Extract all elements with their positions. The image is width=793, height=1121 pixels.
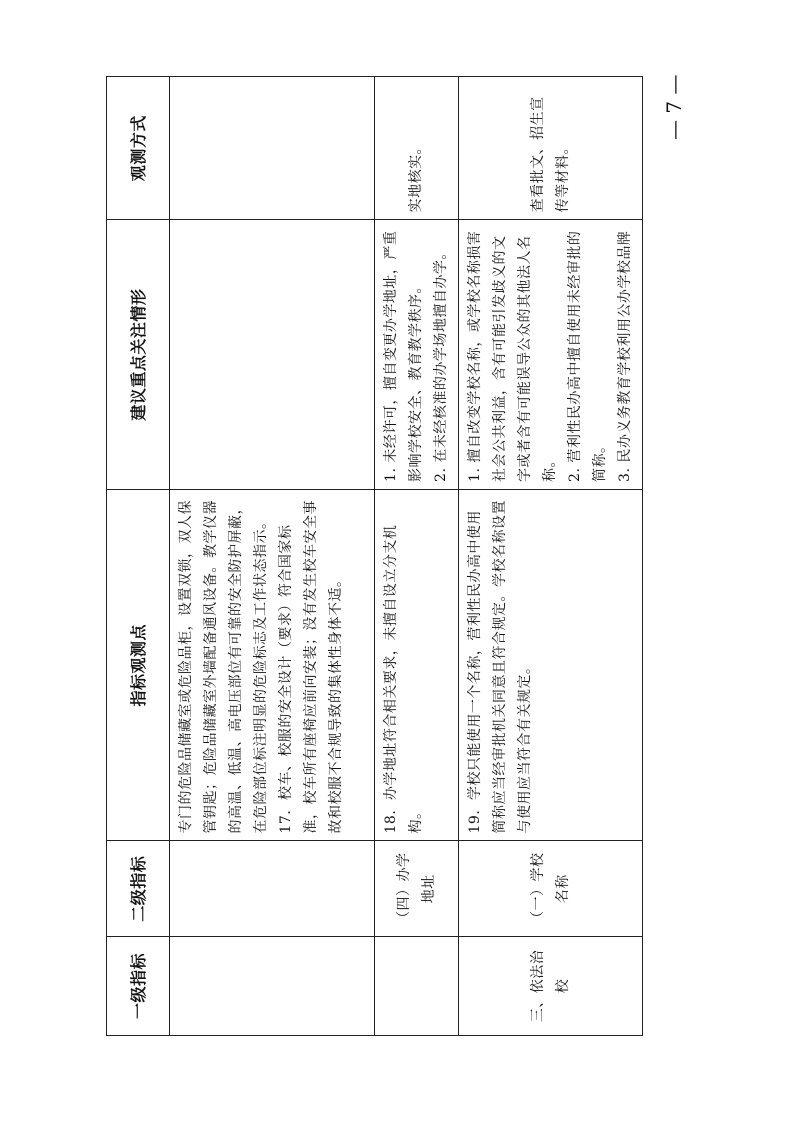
header-level1: 一级指标 [107, 937, 170, 1036]
point-item: 专门的危险品储藏室或危险品柜，设置双锁，双人保管钥匙；危险品储藏室外墙配备通风设备。教学仪器的高温、低温、高电压部位有可靠的安全防护屏蔽，在危险部位标注明显的危险标志及工作状态指示。 [178, 499, 269, 834]
point-item: 17．校车、校服的安全设计（要求）符合国家标准，校车所有座椅应前向安装；没有发生校车安全事故和校服不合规导致的集体性身体不适。 [278, 499, 344, 834]
cell-level2: （一）学校名称 [459, 841, 643, 937]
cell-concerns [170, 220, 375, 490]
cell-concerns [459, 220, 643, 490]
concern-item: 2. 营利性民办高中擅自使用未经审批的简称。 [567, 230, 608, 482]
header-points: 指标观测点 [107, 489, 170, 841]
concern-item: 1. 未经许可，擅自变更办学地址，严重影响学校安全、教育教学秩序。 [383, 230, 424, 482]
indicator-table [106, 76, 643, 1036]
cell-level2: （四）办学地址 [375, 841, 459, 937]
cell-level1 [375, 937, 459, 1036]
table-row [375, 77, 459, 1036]
header-row [107, 77, 170, 1036]
cell-method [170, 77, 375, 220]
point-item: 18．办学地址符合相关要求，未擅自设立分支机构。 [383, 524, 424, 834]
cell-points [170, 489, 375, 841]
table-row [170, 77, 375, 1036]
cell-level2 [170, 841, 375, 937]
cell-level1 [170, 937, 375, 1036]
concern-item: 3. 民办义务教育学校利用公办学校品牌 [617, 230, 633, 482]
concern-item: 1. 擅自改变学校名称，或学校名称损害社会公共利益，含有可能引发歧义的文字或者含有可能误导公众的其他法人名称。 [467, 230, 558, 482]
cell-concerns [375, 220, 459, 490]
cell-method: 查看批文、招生宣传等材料。 [459, 77, 643, 220]
point-item: 19．学校只能使用一个名称，营利性民办高中使用简称应当经审批机关同意且符合规定。学校名称设置与使用应当符合有关规定。 [467, 499, 533, 834]
rotated-table-container [106, 76, 633, 1036]
cell-method: 实地核实。 [375, 77, 459, 220]
concern-item: 2. 在未经核准的办学场地擅自办学。 [433, 245, 449, 482]
table-row [459, 77, 643, 1036]
header-concerns: 建议重点关注情形 [107, 220, 170, 490]
page-number: — 7 — [662, 74, 686, 140]
cell-points [375, 489, 459, 841]
header-level2: 二级指标 [107, 841, 170, 937]
cell-level1: 三、依法治校 [459, 937, 643, 1036]
cell-points [459, 489, 643, 841]
header-method: 观测方式 [107, 77, 170, 220]
